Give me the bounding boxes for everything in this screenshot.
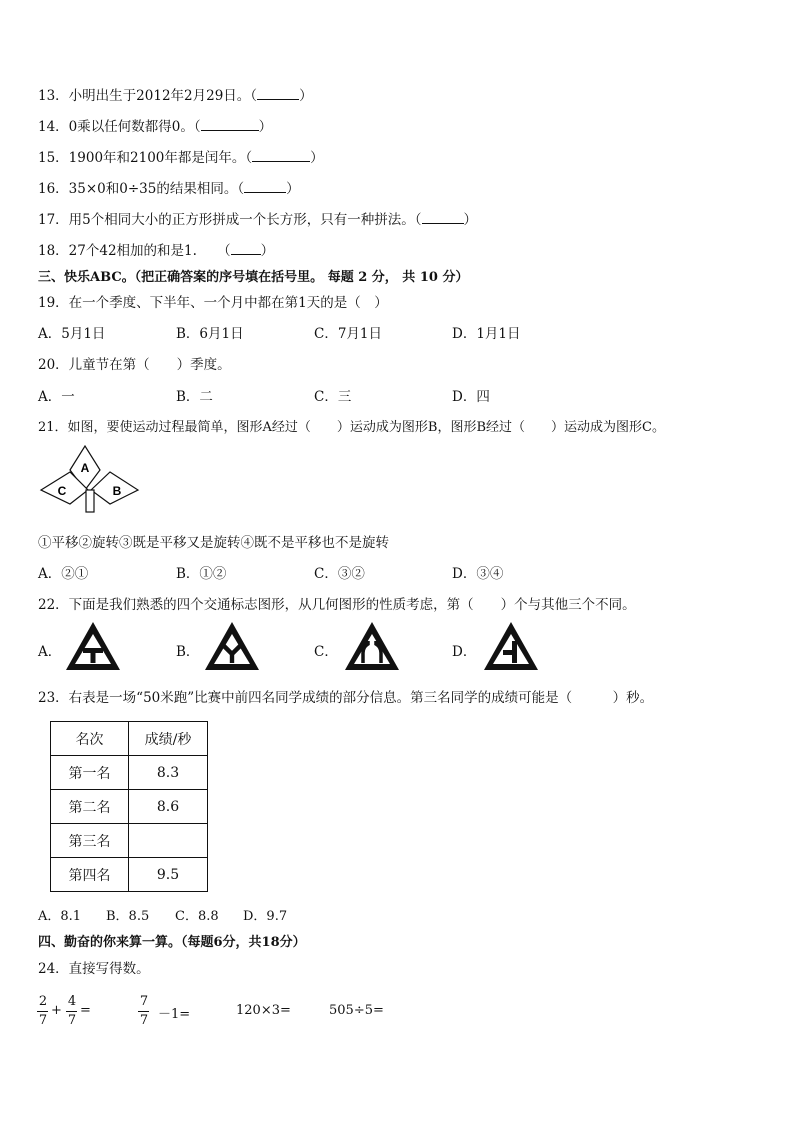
answer-blank[interactable] [422, 211, 464, 224]
answer-blank[interactable] [252, 149, 310, 162]
option-a[interactable]: A．8.1 [38, 909, 82, 924]
option-a[interactable]: A．②① [38, 566, 89, 582]
option-b[interactable]: B．①② [176, 566, 227, 582]
question-15: 15．1900年和2100年都是闰年。（ ） [38, 150, 324, 166]
expression-divide: 505÷5= [329, 1003, 384, 1018]
option-b[interactable]: B．6月1日 [176, 326, 244, 342]
answer-blank[interactable] [257, 87, 299, 100]
option-c[interactable]: C．7月1日 [314, 326, 383, 342]
table-cell: 第一名 [51, 756, 129, 790]
answer-blank[interactable] [201, 118, 259, 131]
question-21: 21．如图，要使运动过程最简单，图形A经过（ ）运动成为图形B，图形B经过（ ）运动成为图形C。 [38, 420, 665, 435]
expression-rest: －1= [158, 1007, 191, 1022]
equals-sign: = [80, 1003, 91, 1018]
table-cell: 8.3 [129, 756, 208, 790]
question-18: 18．27个42相加的和是1. （ ） [38, 243, 275, 259]
table-cell: 第四名 [51, 858, 129, 892]
section-title-3: 三、快乐ABC。（把正确答案的序号填在括号里。 每题 2 分， 共 10 分） [38, 270, 469, 285]
plus-sign: + [51, 1003, 62, 1018]
label-c: C [57, 484, 67, 498]
question-17: 17．用5个相同大小的正方形拼成一个长方形，只有一种拼法。（ ） [38, 212, 478, 228]
table-header-row [51, 722, 208, 756]
question-20: 20．儿童节在第（ ）季度。 [38, 357, 231, 373]
fraction-bar [138, 1011, 149, 1012]
y-junction-sign-icon [203, 620, 261, 672]
table-header: 成绩/秒 [129, 722, 208, 756]
table-header: 名次 [51, 722, 129, 756]
option-c[interactable]: C．8.8 [175, 909, 219, 924]
option-c[interactable]: C．③② [314, 566, 365, 582]
table-cell: 第三名 [51, 824, 129, 858]
fraction-numerator: 2 [38, 994, 48, 1009]
option-d[interactable]: D．四 [452, 389, 490, 405]
side-road-sign-icon [482, 620, 540, 672]
option-d[interactable]: D．1月1日 [452, 326, 521, 342]
question-19: 19．在一个季度、下半年、一个月中都在第1天的是（ ） [38, 295, 388, 311]
option-d[interactable]: D．③④ [452, 566, 504, 582]
option-b[interactable]: B． [176, 644, 200, 660]
table-row [51, 858, 208, 892]
table-cell [129, 824, 208, 858]
question-24: 24．直接写得数。 [38, 961, 150, 977]
fraction-numerator: 7 [139, 994, 149, 1009]
option-c[interactable]: C．三 [314, 389, 352, 405]
option-c[interactable]: C． [314, 644, 338, 660]
section-title-4: 四、勤奋的你来算一算。（每题6分，共18分） [38, 935, 306, 950]
fraction-numerator: 4 [67, 994, 77, 1009]
table-cell: 9.5 [129, 858, 208, 892]
fraction-denominator: 7 [139, 1013, 149, 1028]
question-14: 14．0乘以任何数都得0。（ ） [38, 119, 273, 135]
option-d[interactable]: D． [452, 644, 477, 660]
question-16: 16．35×0和0÷35的结果相同。（ ） [38, 181, 300, 197]
option-b[interactable]: B．8.5 [106, 909, 150, 924]
answer-blank[interactable] [244, 180, 286, 193]
answer-blank[interactable] [231, 242, 261, 255]
label-a: A [80, 461, 90, 475]
question-13: 13．小明出生于2012年2月29日。（ ） [38, 88, 313, 104]
table-row [51, 756, 208, 790]
label-b: B [112, 484, 122, 498]
question-22: 22．下面是我们熟悉的四个交通标志图形，从几何图形的性质考虑，第（ ）个与其他三个不同。 [38, 597, 636, 613]
option-b[interactable]: B．二 [176, 389, 213, 405]
table-cell: 第二名 [51, 790, 129, 824]
table-row [51, 790, 208, 824]
option-a[interactable]: A．5月1日 [38, 326, 106, 342]
question-23: 23．右表是一场“50米跑”比赛中前四名同学成绩的部分信息。第三名同学的成绩可能是（ ）秒。 [38, 690, 654, 706]
fraction-denominator: 7 [38, 1013, 48, 1028]
fraction-bar [66, 1011, 77, 1012]
score-table [50, 721, 208, 892]
rotation-figure [38, 444, 142, 516]
option-a[interactable]: A．一 [38, 389, 75, 405]
table-cell: 8.6 [129, 790, 208, 824]
expression-multiply: 120×3= [236, 1003, 291, 1018]
table-row [51, 824, 208, 858]
t-junction-sign-icon [64, 620, 122, 672]
fraction-bar [37, 1011, 48, 1012]
option-a[interactable]: A． [38, 644, 62, 660]
question-21-choices: ①平移②旋转③既是平移又是旋转④既不是平移也不是旋转 [38, 535, 389, 551]
stem [86, 490, 94, 512]
option-d[interactable]: D．9.7 [243, 909, 288, 924]
fraction-denominator: 7 [67, 1013, 77, 1028]
narrow-road-sign-icon [343, 620, 401, 672]
